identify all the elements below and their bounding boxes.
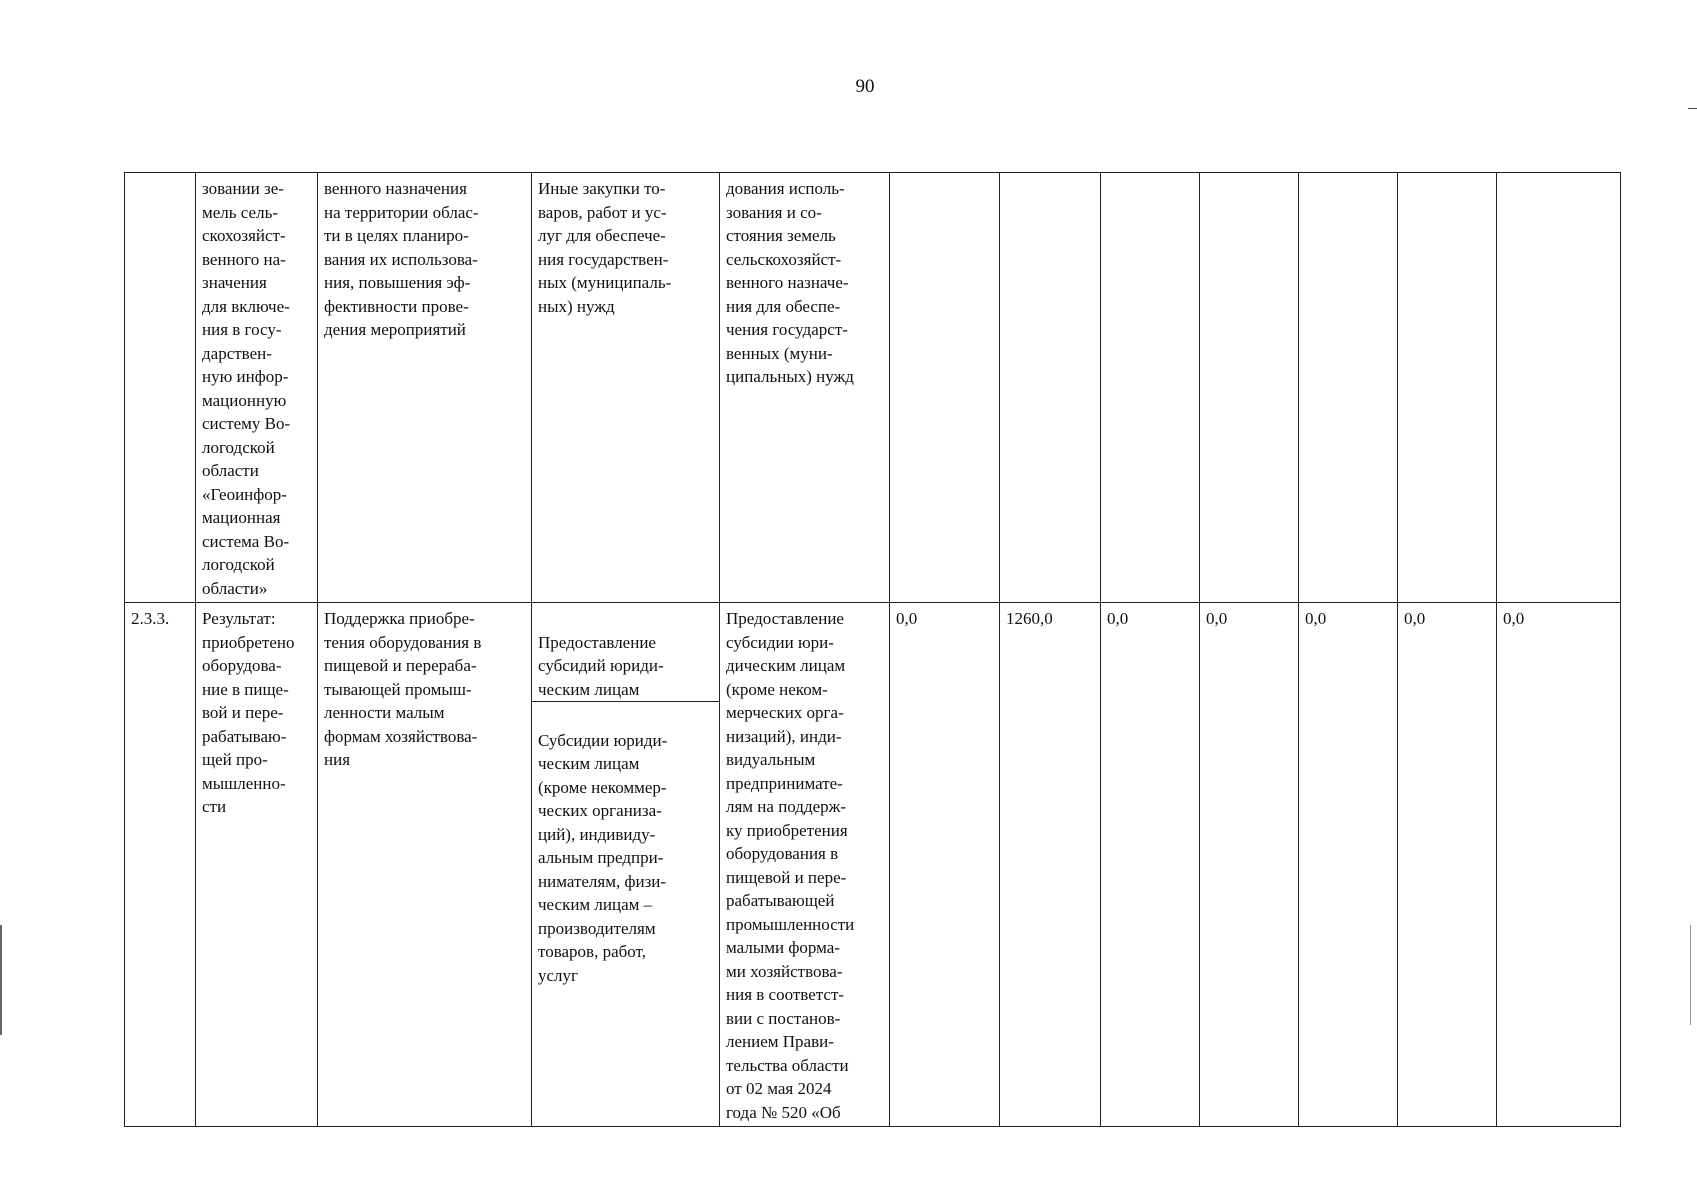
table-row xyxy=(125,173,1621,603)
result-cell: зовании зе- мель сель- скохозяйст- венного на- значения для включе- ния в госу- дарствен- ную инфор- мационную систему Во- логодской области «Геоинфор- мационная система Во- логодской области» xyxy=(196,173,318,603)
value-cell: 0,0 xyxy=(1398,603,1497,1127)
value-cell xyxy=(1299,173,1398,603)
value-cell: 1260,0 xyxy=(1000,603,1101,1127)
expense-subtype-text: Субсидии юриди- ческим лицам (кроме некоммер- ческих организа- ций), индивиду- альным предпри- нимателям, физи- ческим лицам – производителям товаров, работ, услуг xyxy=(538,730,668,985)
expense-type-text: Предоставление субсидий юриди- ческим лицам xyxy=(532,631,719,703)
value-cell: 0,0 xyxy=(1299,603,1398,1127)
value-cell xyxy=(1101,173,1200,603)
value-cell: 0,0 xyxy=(890,603,1000,1127)
value-cell: 0,0 xyxy=(1497,603,1621,1127)
value-cell xyxy=(1497,173,1621,603)
page-number: 90 xyxy=(855,76,875,97)
measure-cell: венного назначения на территории облас- ти в целях планиро- вания их использова- ния, повышения эф- фективности прове- дения мероприятий xyxy=(318,173,532,603)
table-row xyxy=(125,603,1621,1127)
value-cell xyxy=(890,173,1000,603)
basis-cell: дования исполь- зования и со- стояния земель сельскохозяйст- венного назначе- ния для обеспе- чения государст- венных (муни- ципальных) нужд xyxy=(720,173,890,603)
expense-type-cell xyxy=(532,603,720,1127)
row-number-cell xyxy=(125,173,196,603)
basis-cell: Предоставление субсидии юри- дическим лицам (кроме неком- мерческих орга- низаций), инди- видуальным предпринимате- лям на поддерж- ку приобретения оборудования в пищевой и пере- рабатывающей промышленности малыми форма- ми хозяйствова- ния в соответст- вии с постанов- лением Прави- тельства области от 02 мая 2024 года № 520 «Об xyxy=(720,603,890,1127)
value-cell xyxy=(1398,173,1497,603)
scan-edge-mark xyxy=(1688,108,1697,109)
expense-type-text: Иные закупки то- варов, работ и ус- луг для обеспече- ния государствен- ных (муниципаль- ных) нужд xyxy=(538,179,672,316)
measure-cell: Поддержка приобре- тения оборудования в пищевой и перераба- тывающей промыш- ленности малым формам хозяйствова- ния xyxy=(318,603,532,1127)
scan-edge-mark xyxy=(0,925,2,1035)
value-cell xyxy=(1200,173,1299,603)
result-cell: Результат: приобретено оборудова- ние в пище- вой и пере- рабатываю- щей про- мышленно- сти xyxy=(196,603,318,1127)
value-cell: 0,0 xyxy=(1200,603,1299,1127)
value-cell: 0,0 xyxy=(1101,603,1200,1127)
row-number-cell: 2.3.3. xyxy=(125,603,196,1127)
value-cell xyxy=(1000,173,1101,603)
scan-edge-mark xyxy=(1690,925,1691,1025)
expense-type-cell xyxy=(532,173,720,603)
budget-measures-table xyxy=(124,172,1621,1127)
